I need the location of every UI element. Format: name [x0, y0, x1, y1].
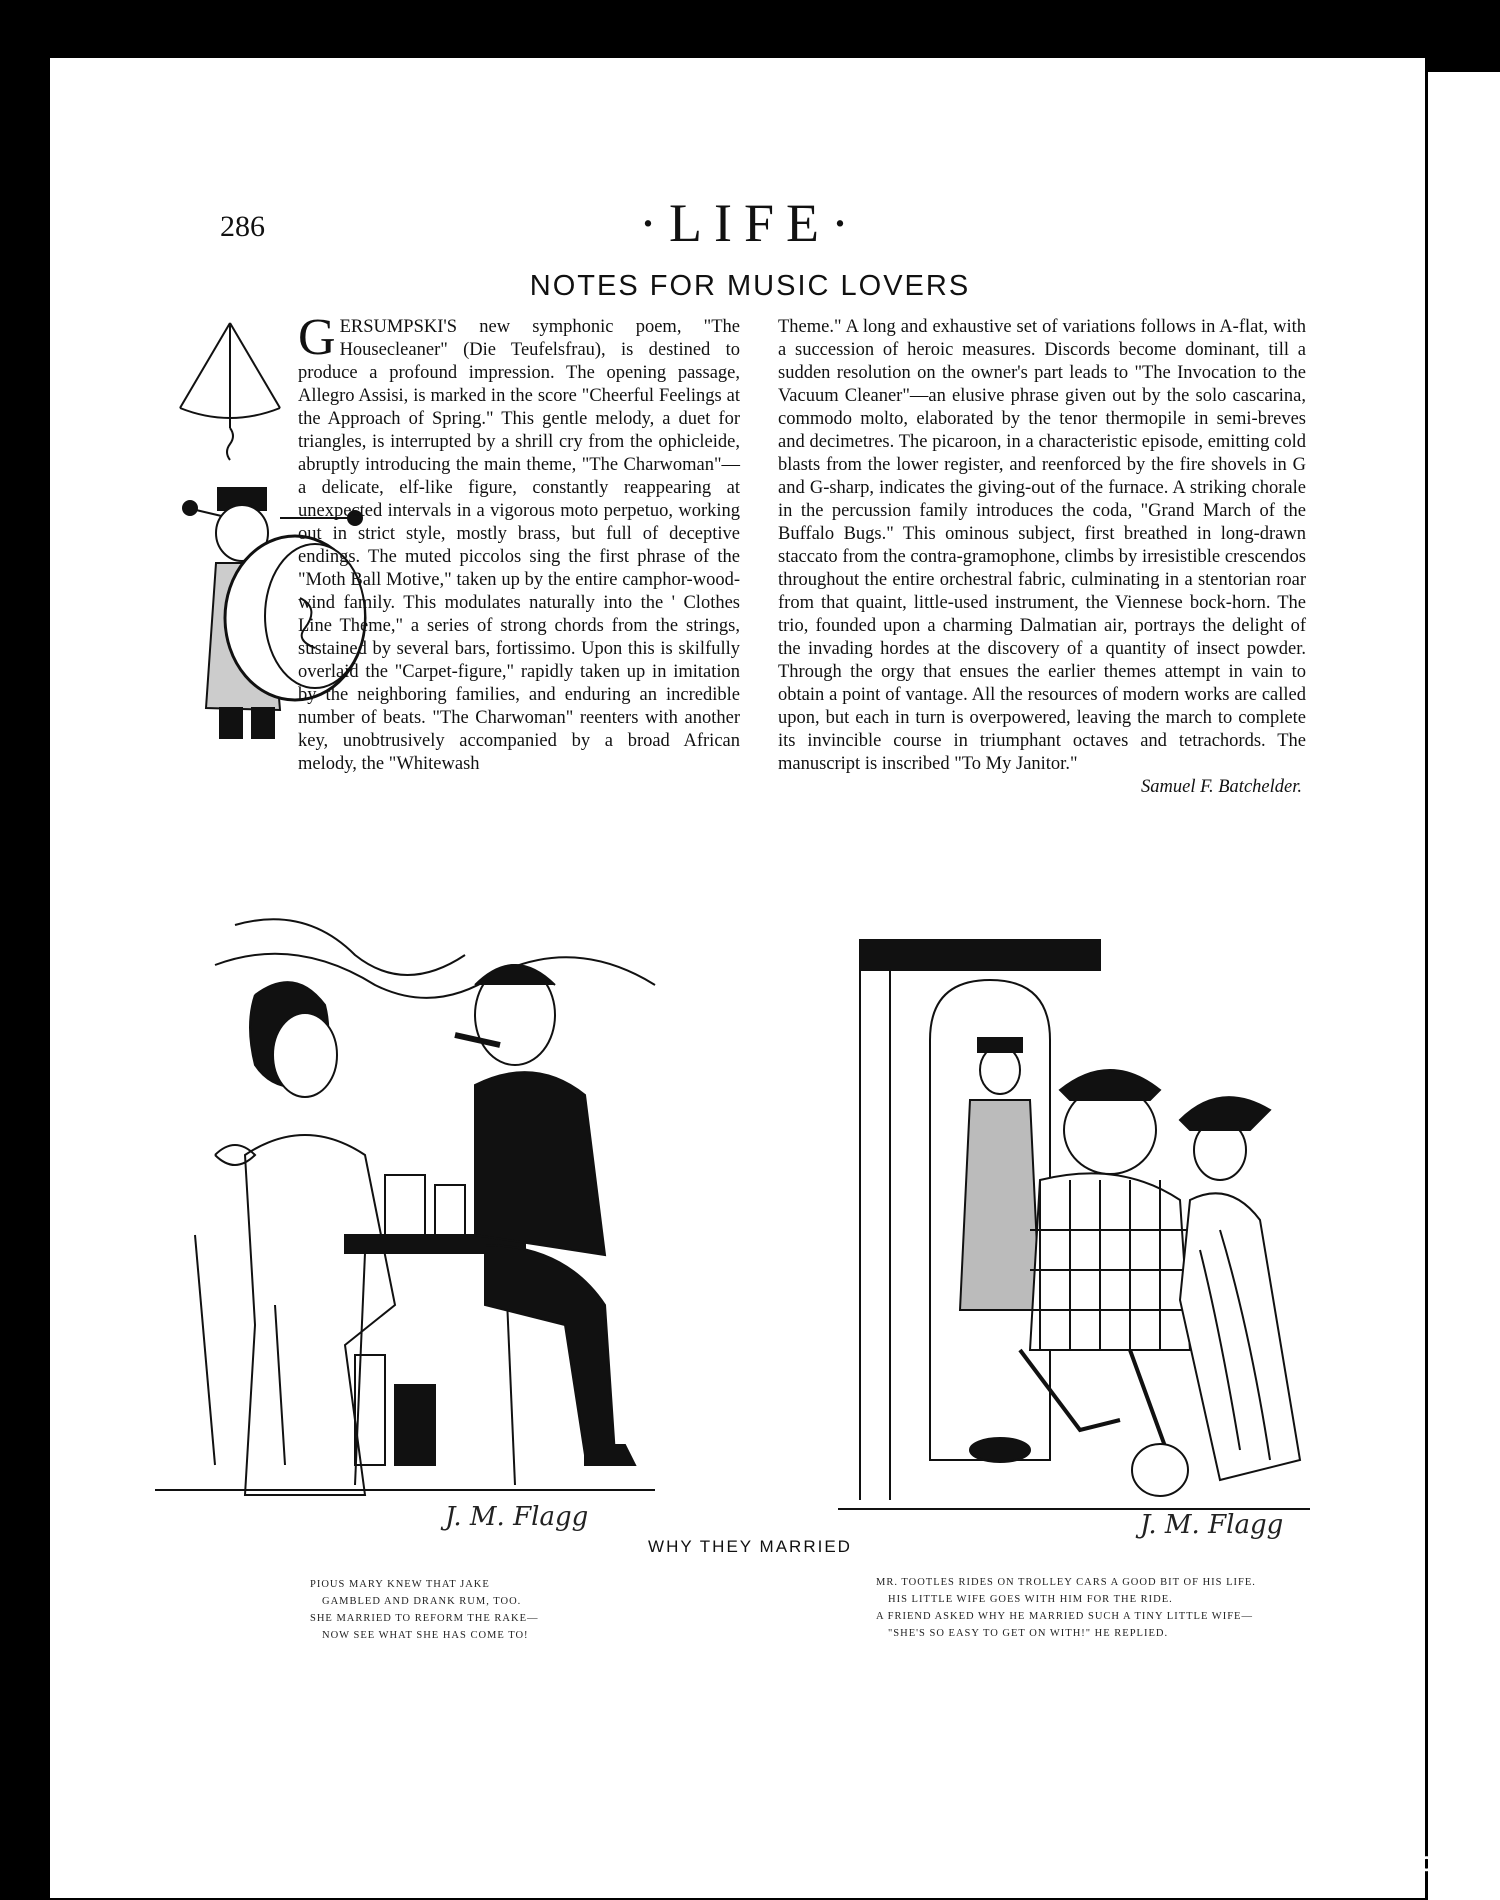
article-title: NOTES FOR MUSIC LOVERS	[529, 270, 971, 302]
site-watermark: comicbooks.com	[1231, 1846, 1460, 1877]
cartoon-trolley	[840, 930, 1320, 1510]
signature-right: J. M. Flagg	[1140, 1510, 1284, 1540]
verse-line: MR. TOOTLES RIDES ON TROLLEY CARS A GOOD BIT OF HIS LIFE.	[876, 1577, 1256, 1588]
verse-line: "SHE'S SO EASY TO GET ON WITH!" HE REPLIED.	[888, 1628, 1169, 1639]
verse-line: PIOUS MARY KNEW THAT JAKE	[310, 1579, 490, 1590]
next-page-edge	[1428, 72, 1500, 1900]
verse-right	[876, 1574, 1346, 1642]
verse-line: SHE MARRIED TO REFORM THE RAKE—	[310, 1613, 539, 1624]
verse-line: HIS LITTLE WIFE GOES WITH HIM FOR THE RIDE.	[888, 1594, 1173, 1605]
page-number: 286	[220, 210, 265, 243]
article-text-right: Theme." A long and exhaustive set of variations follows in A-flat, with a succession of heroic measures. Discords become dominant, till a sudden resolution on the owner's part leads to "The Invocation to the Vacuum Cleaner"—an elusive phrase given out by the solo cascarina, commodo molto, elaborated by the tenor thermopile in semi-breves and decimetres. The picaroon, in a characteristic episode, emitting cold blasts from the lower register, and reenforced by the fire shovels in G and G-sharp, indicates the giving-out of the furnace. A striking chorale in the percussion family introduces the coda, "Grand March of the Buffalo Bugs." This ominous subject, first breathed in long-drawn staccato from the contra-gramophone, climbs by irresistible crescendos throughout the entire orchestral fabric, culminating in a stentorian roar from that quaint, little-used instrument, the Viennese bock-horn. The trio, founded upon a charming Dalmatian air, portrays the delight of the invading hordes at the discovery of a quantity of insect powder. Through the orgy that ensues the earlier themes attempt in vain to obtain a point of vantage. All the resources of modern works are called upon, but each in turn is overpowered, leaving the march to complete its invincible course in triumphant octaves and tetrachords. The manuscript is inscribed "To My Janitor."	[778, 317, 1306, 774]
verse-line: GAMBLED AND DRANK RUM, TOO.	[322, 1596, 522, 1607]
verse-line: A FRIEND ASKED WHY HE MARRIED SUCH A TINY LITTLE WIFE—	[876, 1611, 1253, 1622]
drop-cap: G	[298, 309, 336, 366]
cartoon-card-players	[155, 905, 735, 1505]
article-column-left	[298, 309, 740, 776]
verse-left	[310, 1576, 610, 1644]
article-column-right	[778, 316, 1306, 799]
article-text-left: ERSUMPSKI'S new symphonic poem, "The Housecleaner" (Die Teufelsfrau), is destined to produce a profound impression. The opening passage, Allegro Assisi, is marked in the score "Cheerful Feelings at the Approach of Spring." This gentle melody, a duet for triangles, is interrupted by a shrill cry from the ophicleide, abruptly introducing the main theme, "The Charwoman"—a delicate, elf-like figure, constantly reappearing at unexpected intervals in a vigorous moto perpetuo, working out in strict style, mostly brass, but full of deceptive endings. The muted piccolos sing the first phrase of the "Moth Ball Motive," taken up by the entire camphor-wood-wind family. This modulates naturally into the ' Clothes Line Theme," a series of strong chords from the strings, sustained by several bars, fortissimo. Upon this is skilfully overlaid the "Carpet-figure," rapidly taken up in imitation by the neighboring families, and enduring an incredible number of beats. "The Charwoman" reenters with another key, unobtrusively accompanied by a broad African melody, the "Whitewash	[298, 317, 740, 774]
verse-line: NOW SEE WHAT SHE HAS COME TO!	[322, 1630, 529, 1641]
signature-left: J. M. Flagg	[445, 1502, 589, 1532]
cartoon-caption-title: WHY THEY MARRIED	[648, 1537, 852, 1556]
byline: Samuel F. Batchelder.	[1141, 777, 1302, 797]
masthead: ·LIFE·	[639, 193, 861, 253]
